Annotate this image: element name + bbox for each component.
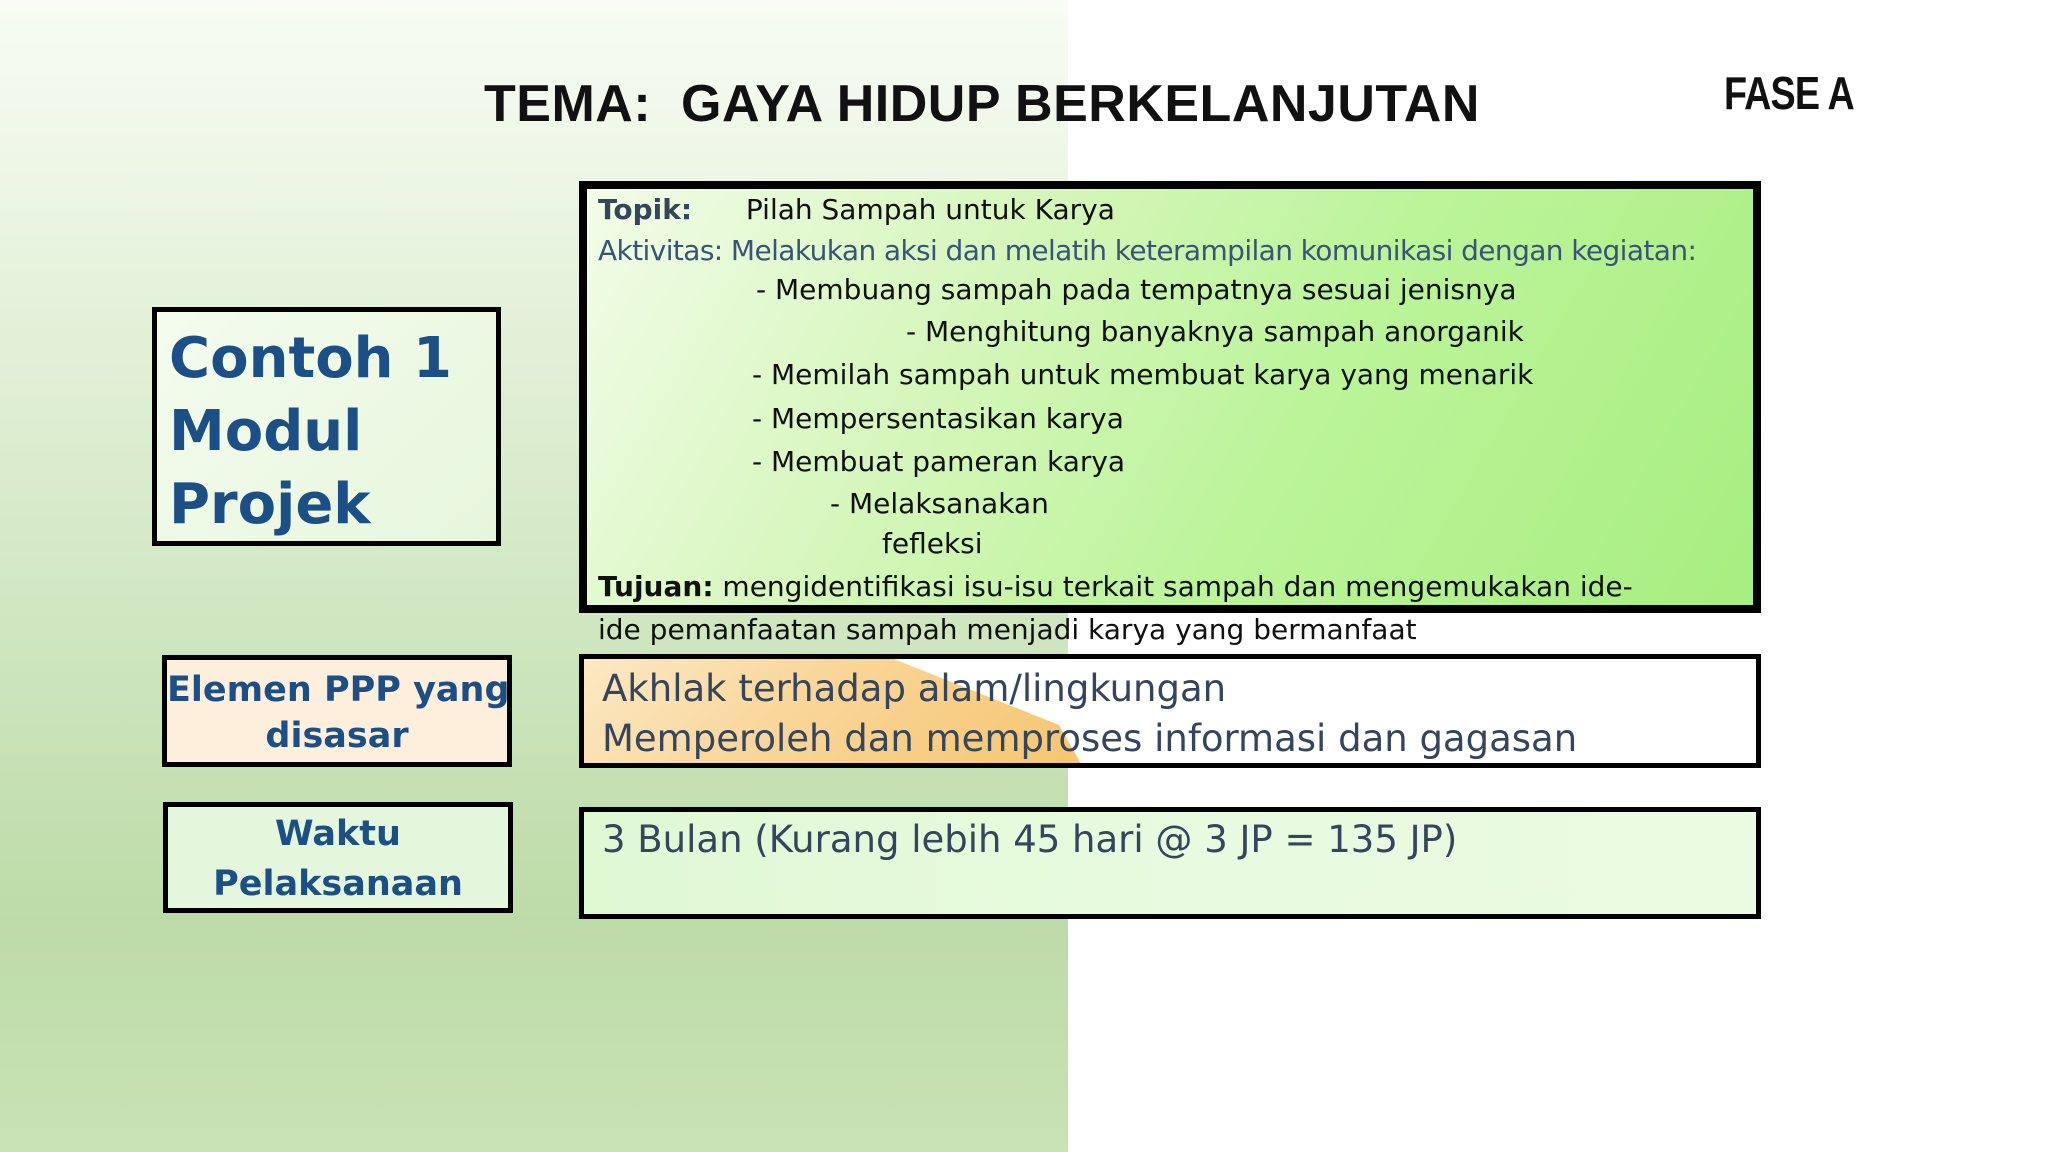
elemen-value: Memperoleh dan memproses informasi dan gagasan <box>602 717 1578 760</box>
activity-item: - Membuat pameran karya <box>752 445 1126 478</box>
topik-row <box>598 193 1115 226</box>
waktu-value: 3 Bulan (Kurang lebih 45 hari @ 3 JP = 135 JP) <box>602 818 1458 861</box>
slide-title: TEMA: GAYA HIDUP BERKELANJUTAN <box>484 75 1480 133</box>
waktu-label-line-2: Pelaksanaan <box>213 864 463 904</box>
activity-item-continuation: fefleksi <box>882 527 983 560</box>
tujuan-label: Tujuan: <box>598 570 714 603</box>
aktivitas-line: Aktivitas: Melakukan aksi dan melatih keterampilan komunikasi dengan kegiatan: <box>598 234 1697 267</box>
example-card <box>152 307 501 546</box>
example-card-line-2: Modul <box>169 399 363 464</box>
waktu-label-box <box>163 802 513 913</box>
activity-item: - Mempersentasikan karya <box>752 402 1124 435</box>
elemen-label-line-2: disasar <box>265 716 409 756</box>
activity-item: - Membuang sampah pada tempatnya sesuai jenisnya <box>756 273 1517 306</box>
elemen-label-box <box>162 655 512 767</box>
example-card-line-1: Contoh 1 <box>169 326 453 391</box>
phase-label: FASE A <box>1724 67 1854 119</box>
elemen-value: Akhlak terhadap alam/lingkungan <box>602 667 1227 710</box>
tujuan-value: mengidentifikasi isu-isu terkait sampah dan mengemukakan ide- <box>722 570 1633 603</box>
tujuan-row <box>598 570 1633 603</box>
tujuan-continuation: ide pemanfaatan sampah menjadi karya yang bermanfaat <box>598 613 1417 646</box>
activity-item: - Memilah sampah untuk membuat karya yang menarik <box>752 358 1534 391</box>
example-card-line-3: Projek <box>169 472 371 537</box>
waktu-value-box <box>579 807 1761 919</box>
activity-item: - Melaksanakan <box>830 487 1049 520</box>
waktu-label-line-1: Waktu <box>275 814 401 854</box>
topik-label: Topik: <box>598 193 693 226</box>
elemen-values-box <box>579 654 1761 768</box>
topik-value: Pilah Sampah untuk Karya <box>745 193 1115 226</box>
activity-item: - Menghitung banyaknya sampah anorganik <box>906 315 1524 348</box>
elemen-label-line-1: Elemen PPP yang <box>167 670 510 710</box>
